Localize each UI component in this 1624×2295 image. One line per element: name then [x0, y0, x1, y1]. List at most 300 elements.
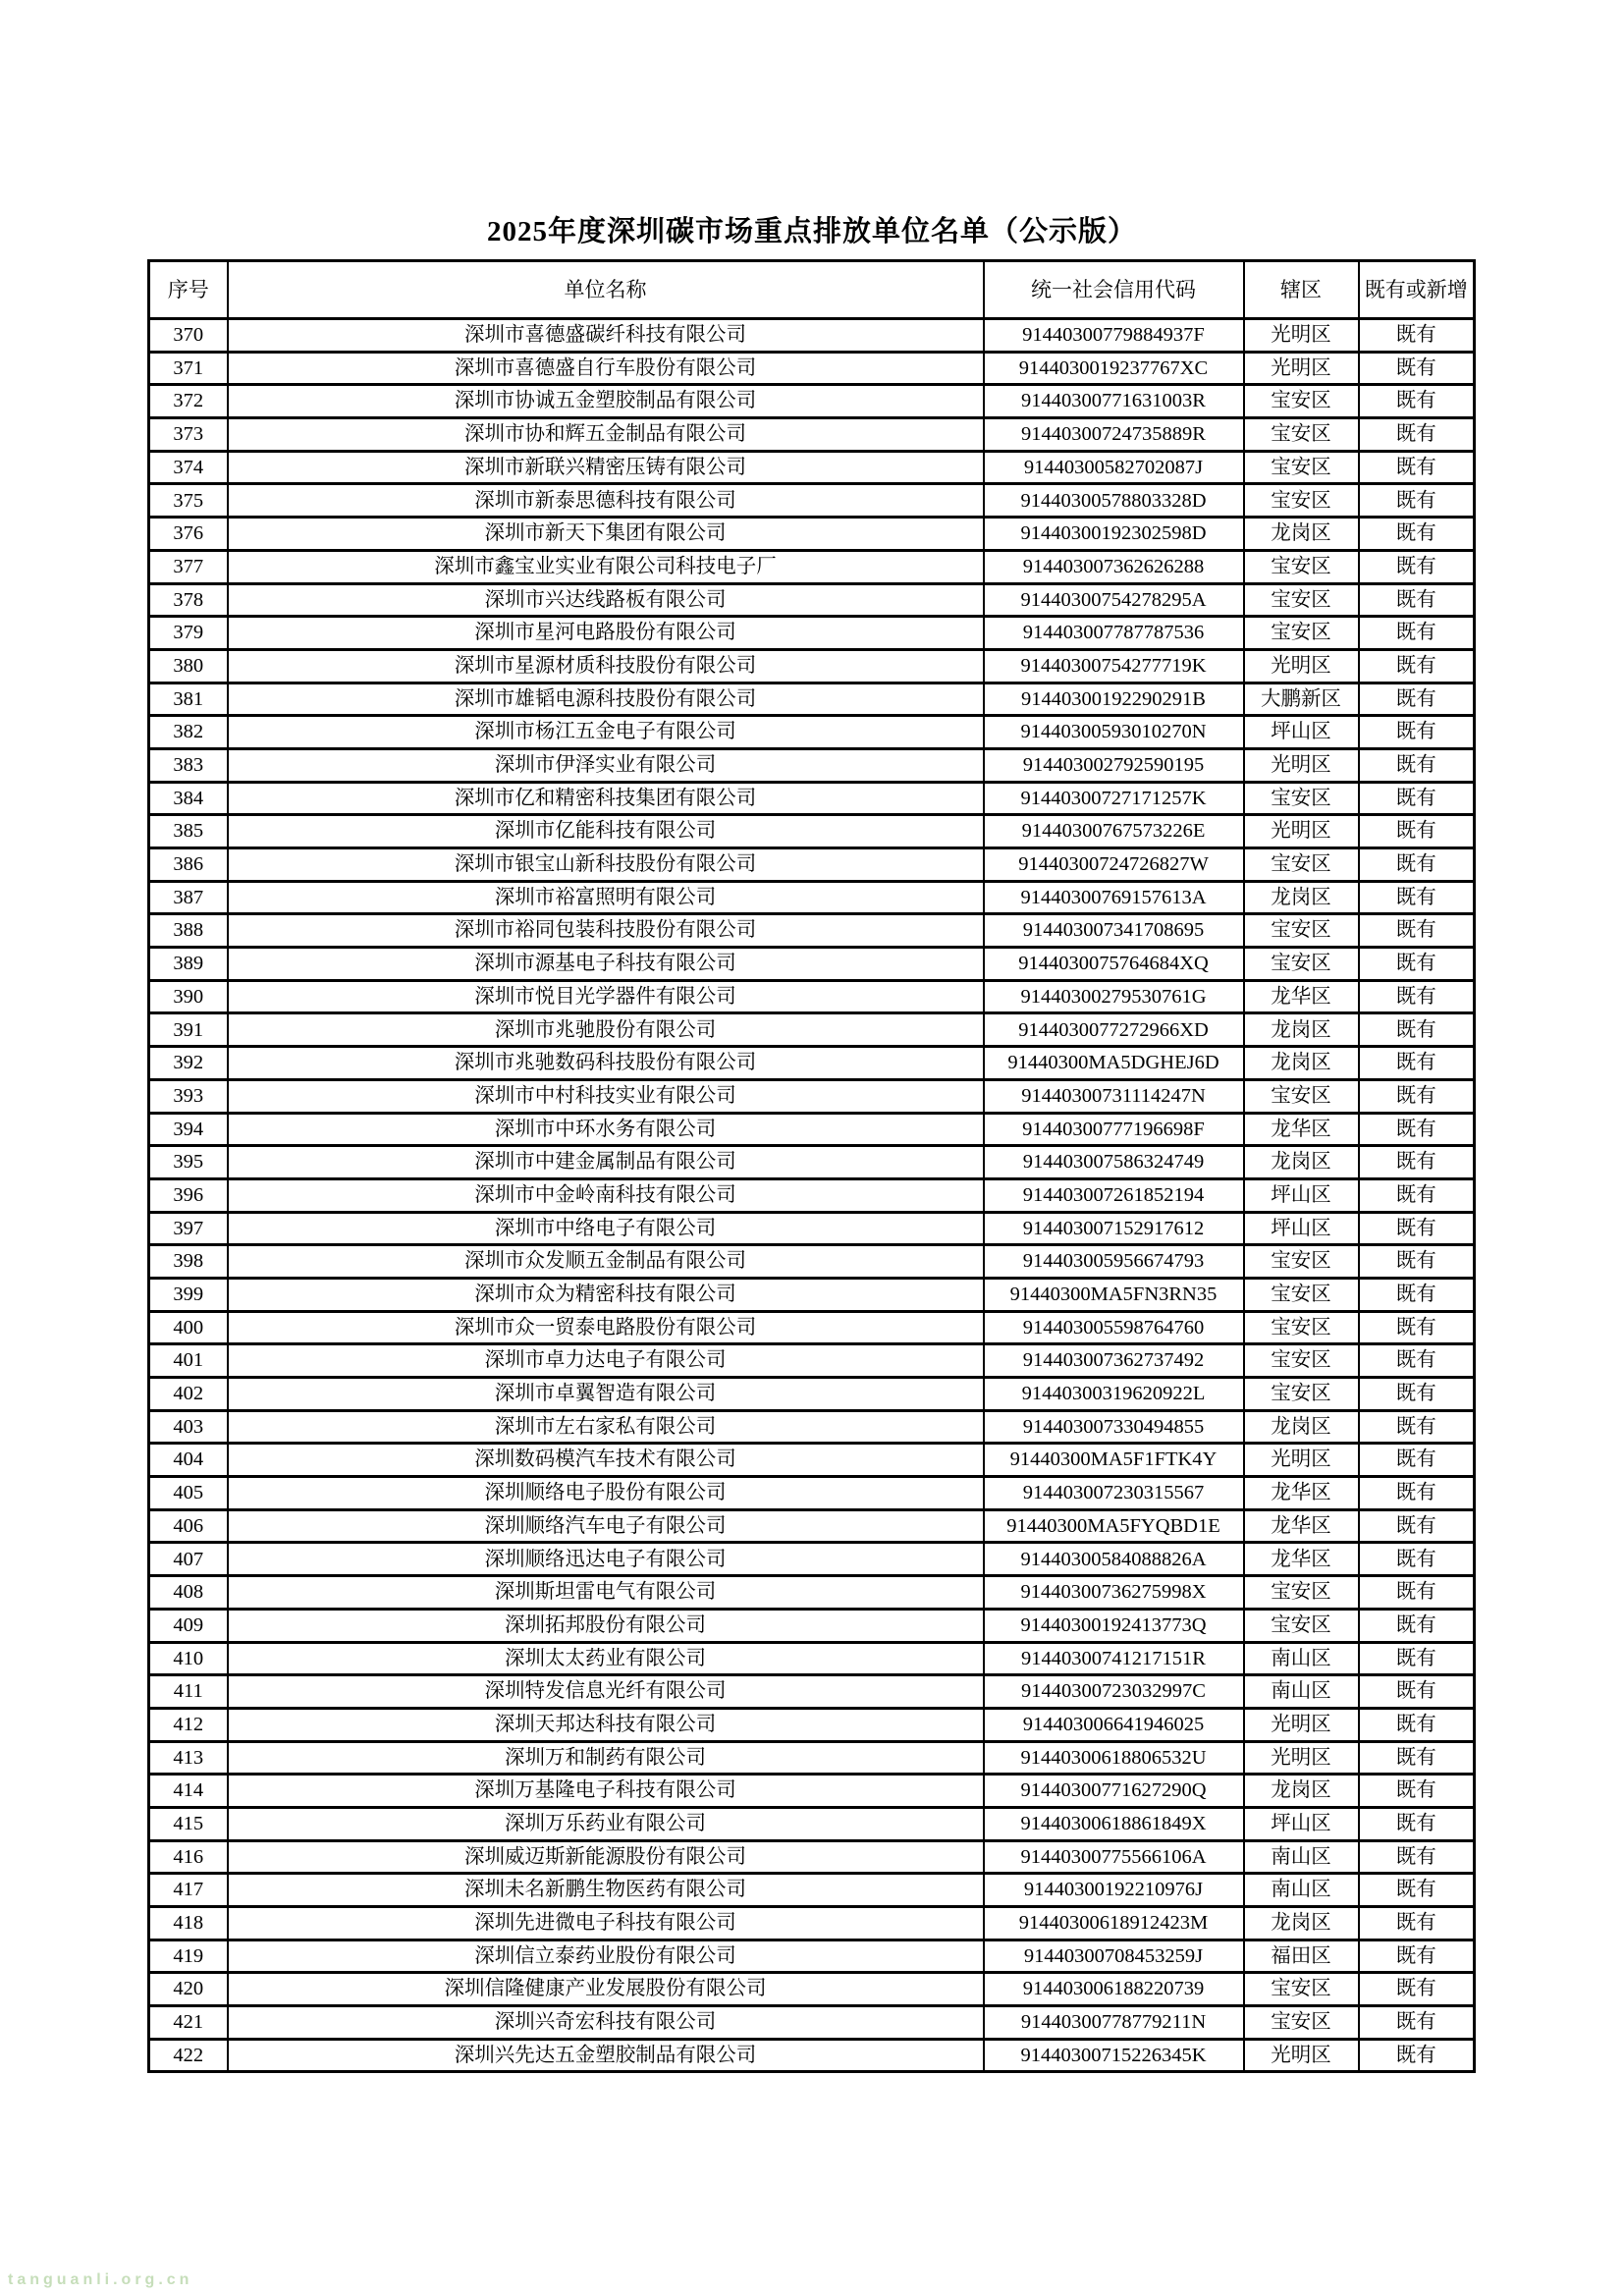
credit-code-cell: 914403007230315567 [984, 1477, 1244, 1510]
company-name-cell: 深圳兴先达五金塑胶制品有限公司 [228, 2039, 984, 2072]
company-name-cell: 深圳市新泰思德科技有限公司 [228, 484, 984, 518]
company-name-cell: 深圳市中建金属制品有限公司 [228, 1146, 984, 1179]
credit-code-cell: 91440300715226345K [984, 2039, 1244, 2072]
status-cell: 既有 [1359, 1543, 1475, 1576]
credit-code-cell: 91440300724735889R [984, 418, 1244, 452]
company-name-cell: 深圳顺络迅达电子有限公司 [228, 1543, 984, 1576]
district-cell: 光明区 [1244, 1708, 1359, 1741]
district-cell: 宝安区 [1244, 1079, 1359, 1113]
table-row [149, 352, 1475, 385]
district-cell: 宝安区 [1244, 550, 1359, 583]
company-name-cell: 深圳市左右家私有限公司 [228, 1410, 984, 1444]
table-row [149, 716, 1475, 749]
status-cell: 既有 [1359, 451, 1475, 484]
row-number-cell: 381 [149, 683, 228, 716]
status-cell: 既有 [1359, 1212, 1475, 1245]
company-name-cell: 深圳万和制药有限公司 [228, 1741, 984, 1775]
credit-code-cell: 91440300582702087J [984, 451, 1244, 484]
credit-code-cell: 91440300593010270N [984, 716, 1244, 749]
credit-code-cell: 914403007787787536 [984, 617, 1244, 650]
status-cell: 既有 [1359, 1973, 1475, 2006]
credit-code-cell: 91440300736275998X [984, 1576, 1244, 1610]
row-number-cell: 383 [149, 748, 228, 782]
company-name-cell: 深圳顺络汽车电子有限公司 [228, 1509, 984, 1543]
district-cell: 龙岗区 [1244, 1907, 1359, 1940]
status-cell: 既有 [1359, 1178, 1475, 1212]
table-row [149, 1543, 1475, 1576]
row-number-cell: 388 [149, 914, 228, 948]
table-row [149, 1113, 1475, 1146]
company-name-cell: 深圳市新天下集团有限公司 [228, 518, 984, 551]
company-name-cell: 深圳市协诚五金塑胶制品有限公司 [228, 385, 984, 418]
company-name-cell: 深圳市悦目光学器件有限公司 [228, 980, 984, 1013]
table-row [149, 1874, 1475, 1907]
row-number-cell: 398 [149, 1245, 228, 1279]
district-cell: 龙岗区 [1244, 1410, 1359, 1444]
company-name-cell: 深圳市喜德盛自行车股份有限公司 [228, 352, 984, 385]
table-row [149, 848, 1475, 882]
company-name-cell: 深圳信隆健康产业发展股份有限公司 [228, 1973, 984, 2006]
status-cell: 既有 [1359, 2006, 1475, 2040]
district-cell: 宝安区 [1244, 1576, 1359, 1610]
company-name-cell: 深圳顺络电子股份有限公司 [228, 1477, 984, 1510]
district-cell: 光明区 [1244, 1444, 1359, 1477]
row-number-cell: 410 [149, 1642, 228, 1675]
row-number-cell: 403 [149, 1410, 228, 1444]
table-row [149, 385, 1475, 418]
district-cell: 宝安区 [1244, 914, 1359, 948]
district-cell: 龙岗区 [1244, 518, 1359, 551]
row-number-cell: 393 [149, 1079, 228, 1113]
row-number-cell: 409 [149, 1609, 228, 1642]
table-row [149, 1344, 1475, 1378]
district-cell: 宝安区 [1244, 484, 1359, 518]
table-row [149, 683, 1475, 716]
credit-code-cell: 91440300779884937F [984, 319, 1244, 353]
credit-code-cell: 91440300192290291B [984, 683, 1244, 716]
district-cell: 坪山区 [1244, 1178, 1359, 1212]
row-number-cell: 379 [149, 617, 228, 650]
row-number-cell: 385 [149, 815, 228, 848]
district-cell: 宝安区 [1244, 385, 1359, 418]
table-row [149, 1775, 1475, 1808]
company-name-cell: 深圳市银宝山新科技股份有限公司 [228, 848, 984, 882]
district-cell: 宝安区 [1244, 1278, 1359, 1311]
company-name-cell: 深圳特发信息光纤有限公司 [228, 1675, 984, 1709]
status-cell: 既有 [1359, 980, 1475, 1013]
district-cell: 大鹏新区 [1244, 683, 1359, 716]
row-number-cell: 389 [149, 948, 228, 981]
status-cell: 既有 [1359, 1675, 1475, 1709]
table-row [149, 1807, 1475, 1840]
row-number-cell: 414 [149, 1775, 228, 1808]
row-number-cell: 380 [149, 649, 228, 683]
status-cell: 既有 [1359, 1378, 1475, 1411]
table-row [149, 1178, 1475, 1212]
company-name-cell: 深圳市中村科技实业有限公司 [228, 1079, 984, 1113]
table-header-row [149, 261, 1475, 319]
company-name-cell: 深圳市卓翼智造有限公司 [228, 1378, 984, 1411]
table-row [149, 881, 1475, 914]
credit-code-cell: 9144030075764684XQ [984, 948, 1244, 981]
row-number-cell: 416 [149, 1840, 228, 1874]
district-cell: 宝安区 [1244, 2006, 1359, 2040]
row-number-cell: 402 [149, 1378, 228, 1411]
company-name-cell: 深圳市亿能科技有限公司 [228, 815, 984, 848]
table-row [149, 1907, 1475, 1940]
credit-code-cell: 91440300MA5DGHEJ6D [984, 1047, 1244, 1080]
table-row [149, 1212, 1475, 1245]
row-number-cell: 407 [149, 1543, 228, 1576]
credit-code-cell: 914403007362737492 [984, 1344, 1244, 1378]
district-cell: 坪山区 [1244, 1212, 1359, 1245]
row-number-cell: 406 [149, 1509, 228, 1543]
table-row [149, 484, 1475, 518]
district-cell: 南山区 [1244, 1675, 1359, 1709]
row-number-cell: 390 [149, 980, 228, 1013]
company-name-cell: 深圳市兆驰数码科技股份有限公司 [228, 1047, 984, 1080]
row-number-cell: 418 [149, 1907, 228, 1940]
row-number-cell: 396 [149, 1178, 228, 1212]
row-number-cell: 386 [149, 848, 228, 882]
status-cell: 既有 [1359, 1940, 1475, 1973]
district-cell: 光明区 [1244, 352, 1359, 385]
row-number-cell: 373 [149, 418, 228, 452]
credit-code-cell: 91440300584088826A [984, 1543, 1244, 1576]
district-cell: 龙岗区 [1244, 1146, 1359, 1179]
status-cell: 既有 [1359, 815, 1475, 848]
company-name-cell: 深圳威迈斯新能源股份有限公司 [228, 1840, 984, 1874]
table-body [149, 319, 1475, 2072]
company-name-cell: 深圳市鑫宝业实业有限公司科技电子厂 [228, 550, 984, 583]
row-number-cell: 375 [149, 484, 228, 518]
company-name-cell: 深圳太太药业有限公司 [228, 1642, 984, 1675]
district-cell: 福田区 [1244, 1940, 1359, 1973]
table-row [149, 1642, 1475, 1675]
credit-code-cell: 91440300618912423M [984, 1907, 1244, 1940]
row-number-cell: 377 [149, 550, 228, 583]
credit-code-cell: 91440300723032997C [984, 1675, 1244, 1709]
status-cell: 既有 [1359, 1113, 1475, 1146]
table-row [149, 748, 1475, 782]
credit-code-cell: 914403006188220739 [984, 1973, 1244, 2006]
watermark: tanguanli.org.cn [8, 2271, 193, 2288]
status-cell: 既有 [1359, 518, 1475, 551]
credit-code-cell: 91440300731114247N [984, 1079, 1244, 1113]
status-cell: 既有 [1359, 948, 1475, 981]
status-cell: 既有 [1359, 617, 1475, 650]
status-cell: 既有 [1359, 1079, 1475, 1113]
district-cell: 宝安区 [1244, 948, 1359, 981]
company-name-cell: 深圳市兴达线路板有限公司 [228, 583, 984, 617]
district-cell: 光明区 [1244, 815, 1359, 848]
table-row [149, 1675, 1475, 1709]
credit-code-cell: 91440300775566106A [984, 1840, 1244, 1874]
status-cell: 既有 [1359, 914, 1475, 948]
company-name-cell: 深圳市伊泽实业有限公司 [228, 748, 984, 782]
credit-code-cell: 914403007362626288 [984, 550, 1244, 583]
credit-code-cell: 91440300192413773Q [984, 1609, 1244, 1642]
company-name-cell: 深圳市星河电路股份有限公司 [228, 617, 984, 650]
status-cell: 既有 [1359, 583, 1475, 617]
status-cell: 既有 [1359, 418, 1475, 452]
row-number-cell: 374 [149, 451, 228, 484]
district-cell: 光明区 [1244, 1741, 1359, 1775]
company-name-cell: 深圳市众一贸泰电路股份有限公司 [228, 1311, 984, 1344]
credit-code-cell: 91440300771627290Q [984, 1775, 1244, 1808]
units-table [147, 259, 1476, 2073]
credit-code-cell: 91440300778779211N [984, 2006, 1244, 2040]
row-number-cell: 384 [149, 782, 228, 815]
district-cell: 龙华区 [1244, 1509, 1359, 1543]
status-cell: 既有 [1359, 1278, 1475, 1311]
status-cell: 既有 [1359, 1344, 1475, 1378]
table-row [149, 914, 1475, 948]
table-row [149, 1013, 1475, 1047]
header-company-name: 单位名称 [228, 261, 984, 319]
company-name-cell: 深圳未名新鹏生物医药有限公司 [228, 1874, 984, 1907]
table-row [149, 1940, 1475, 1973]
credit-code-cell: 9144030077272966XD [984, 1013, 1244, 1047]
district-cell: 坪山区 [1244, 716, 1359, 749]
row-number-cell: 372 [149, 385, 228, 418]
header-status: 既有或新增 [1359, 261, 1475, 319]
page-title: 2025年度深圳碳市场重点排放单位名单（公示版） [486, 216, 1137, 247]
row-number-cell: 404 [149, 1444, 228, 1477]
district-cell: 宝安区 [1244, 1973, 1359, 2006]
table-row [149, 980, 1475, 1013]
credit-code-cell: 914403007152917612 [984, 1212, 1244, 1245]
table-row [149, 1378, 1475, 1411]
status-cell: 既有 [1359, 1444, 1475, 1477]
table-row [149, 1477, 1475, 1510]
status-cell: 既有 [1359, 1146, 1475, 1179]
row-number-cell: 415 [149, 1807, 228, 1840]
credit-code-cell: 91440300724726827W [984, 848, 1244, 882]
district-cell: 宝安区 [1244, 848, 1359, 882]
district-cell: 龙岗区 [1244, 1013, 1359, 1047]
status-cell: 既有 [1359, 550, 1475, 583]
table-row [149, 1410, 1475, 1444]
company-name-cell: 深圳市亿和精密科技集团有限公司 [228, 782, 984, 815]
table-row [149, 418, 1475, 452]
credit-code-cell: 91440300769157613A [984, 881, 1244, 914]
company-name-cell: 深圳兴奇宏科技有限公司 [228, 2006, 984, 2040]
status-cell: 既有 [1359, 484, 1475, 518]
district-cell: 龙岗区 [1244, 1047, 1359, 1080]
status-cell: 既有 [1359, 1311, 1475, 1344]
credit-code-cell: 914403005956674793 [984, 1245, 1244, 1279]
row-number-cell: 417 [149, 1874, 228, 1907]
status-cell: 既有 [1359, 782, 1475, 815]
row-number-cell: 399 [149, 1278, 228, 1311]
district-cell: 南山区 [1244, 1840, 1359, 1874]
status-cell: 既有 [1359, 1708, 1475, 1741]
table-row [149, 815, 1475, 848]
district-cell: 龙华区 [1244, 980, 1359, 1013]
district-cell: 宝安区 [1244, 583, 1359, 617]
credit-code-cell: 91440300279530761G [984, 980, 1244, 1013]
status-cell: 既有 [1359, 385, 1475, 418]
district-cell: 宝安区 [1244, 617, 1359, 650]
credit-code-cell: 91440300578803328D [984, 484, 1244, 518]
credit-code-cell: 914403007586324749 [984, 1146, 1244, 1179]
table-row [149, 1741, 1475, 1775]
table-row [149, 1278, 1475, 1311]
row-number-cell: 391 [149, 1013, 228, 1047]
company-name-cell: 深圳市裕富照明有限公司 [228, 881, 984, 914]
status-cell: 既有 [1359, 1775, 1475, 1808]
company-name-cell: 深圳市协和辉五金制品有限公司 [228, 418, 984, 452]
status-cell: 既有 [1359, 1609, 1475, 1642]
table-row [149, 617, 1475, 650]
row-number-cell: 421 [149, 2006, 228, 2040]
credit-code-cell: 914403006641946025 [984, 1708, 1244, 1741]
row-number-cell: 370 [149, 319, 228, 353]
district-cell: 南山区 [1244, 1874, 1359, 1907]
credit-code-cell: 91440300741217151R [984, 1642, 1244, 1675]
row-number-cell: 376 [149, 518, 228, 551]
table-row [149, 550, 1475, 583]
company-name-cell: 深圳市卓力达电子有限公司 [228, 1344, 984, 1378]
row-number-cell: 413 [149, 1741, 228, 1775]
credit-code-cell: 91440300777196698F [984, 1113, 1244, 1146]
company-name-cell: 深圳市中环水务有限公司 [228, 1113, 984, 1146]
credit-code-cell: 91440300754277719K [984, 649, 1244, 683]
company-name-cell: 深圳市雄韬电源科技股份有限公司 [228, 683, 984, 716]
status-cell: 既有 [1359, 683, 1475, 716]
status-cell: 既有 [1359, 352, 1475, 385]
table-row [149, 1047, 1475, 1080]
district-cell: 宝安区 [1244, 1344, 1359, 1378]
credit-code-cell: 91440300708453259J [984, 1940, 1244, 1973]
status-cell: 既有 [1359, 1840, 1475, 1874]
company-name-cell: 深圳信立泰药业股份有限公司 [228, 1940, 984, 1973]
credit-code-cell: 91440300618861849X [984, 1807, 1244, 1840]
district-cell: 宝安区 [1244, 782, 1359, 815]
row-number-cell: 411 [149, 1675, 228, 1709]
status-cell: 既有 [1359, 1509, 1475, 1543]
company-name-cell: 深圳市新联兴精密压铸有限公司 [228, 451, 984, 484]
district-cell: 光明区 [1244, 649, 1359, 683]
row-number-cell: 397 [149, 1212, 228, 1245]
company-name-cell: 深圳市喜德盛碳纤科技有限公司 [228, 319, 984, 353]
table-row [149, 319, 1475, 353]
district-cell: 龙岗区 [1244, 1775, 1359, 1808]
status-cell: 既有 [1359, 1576, 1475, 1610]
company-name-cell: 深圳市星源材质科技股份有限公司 [228, 649, 984, 683]
credit-code-cell: 914403007330494855 [984, 1410, 1244, 1444]
table-row [149, 451, 1475, 484]
credit-code-cell: 91440300618806532U [984, 1741, 1244, 1775]
credit-code-cell: 914403005598764760 [984, 1311, 1244, 1344]
district-cell: 坪山区 [1244, 1807, 1359, 1840]
credit-code-cell: 91440300192302598D [984, 518, 1244, 551]
credit-code-cell: 914403007261852194 [984, 1178, 1244, 1212]
status-cell: 既有 [1359, 1477, 1475, 1510]
status-cell: 既有 [1359, 1642, 1475, 1675]
row-number-cell: 394 [149, 1113, 228, 1146]
status-cell: 既有 [1359, 319, 1475, 353]
credit-code-cell: 91440300192210976J [984, 1874, 1244, 1907]
status-cell: 既有 [1359, 881, 1475, 914]
district-cell: 宝安区 [1244, 418, 1359, 452]
credit-code-cell: 91440300767573226E [984, 815, 1244, 848]
table-row [149, 518, 1475, 551]
company-name-cell: 深圳市裕同包装科技股份有限公司 [228, 914, 984, 948]
credit-code-cell: 91440300MA5F1FTK4Y [984, 1444, 1244, 1477]
district-cell: 南山区 [1244, 1642, 1359, 1675]
table-row [149, 1708, 1475, 1741]
district-cell: 宝安区 [1244, 451, 1359, 484]
company-name-cell: 深圳市兆驰股份有限公司 [228, 1013, 984, 1047]
district-cell: 宝安区 [1244, 1378, 1359, 1411]
status-cell: 既有 [1359, 748, 1475, 782]
status-cell: 既有 [1359, 1907, 1475, 1940]
company-name-cell: 深圳市中络电子有限公司 [228, 1212, 984, 1245]
district-cell: 龙华区 [1244, 1477, 1359, 1510]
table-row [149, 1840, 1475, 1874]
table-row [149, 1509, 1475, 1543]
row-number-cell: 419 [149, 1940, 228, 1973]
status-cell: 既有 [1359, 848, 1475, 882]
district-cell: 宝安区 [1244, 1311, 1359, 1344]
district-cell: 光明区 [1244, 748, 1359, 782]
status-cell: 既有 [1359, 2039, 1475, 2072]
row-number-cell: 382 [149, 716, 228, 749]
credit-code-cell: 914403007341708695 [984, 914, 1244, 948]
table-row [149, 1079, 1475, 1113]
table-row [149, 1973, 1475, 2006]
table-row [149, 782, 1475, 815]
company-name-cell: 深圳市众发顺五金制品有限公司 [228, 1245, 984, 1279]
status-cell: 既有 [1359, 1741, 1475, 1775]
row-number-cell: 392 [149, 1047, 228, 1080]
row-number-cell: 401 [149, 1344, 228, 1378]
table-row [149, 1609, 1475, 1642]
status-cell: 既有 [1359, 1410, 1475, 1444]
company-name-cell: 深圳市源基电子科技有限公司 [228, 948, 984, 981]
table-row [149, 1444, 1475, 1477]
company-name-cell: 深圳天邦达科技有限公司 [228, 1708, 984, 1741]
status-cell: 既有 [1359, 1013, 1475, 1047]
company-name-cell: 深圳万乐药业有限公司 [228, 1807, 984, 1840]
company-name-cell: 深圳万基隆电子科技有限公司 [228, 1775, 984, 1808]
district-cell: 光明区 [1244, 2039, 1359, 2072]
table-row [149, 1576, 1475, 1610]
district-cell: 龙华区 [1244, 1543, 1359, 1576]
credit-code-cell: 91440300727171257K [984, 782, 1244, 815]
row-number-cell: 395 [149, 1146, 228, 1179]
header-credit-code: 统一社会信用代码 [984, 261, 1244, 319]
table-row [149, 1245, 1475, 1279]
row-number-cell: 420 [149, 1973, 228, 2006]
row-number-cell: 412 [149, 1708, 228, 1741]
row-number-cell: 405 [149, 1477, 228, 1510]
district-cell: 龙华区 [1244, 1113, 1359, 1146]
credit-code-cell: 9144030019237767XC [984, 352, 1244, 385]
table-row [149, 649, 1475, 683]
company-name-cell: 深圳市中金岭南科技有限公司 [228, 1178, 984, 1212]
table-row [149, 948, 1475, 981]
company-name-cell: 深圳拓邦股份有限公司 [228, 1609, 984, 1642]
row-number-cell: 387 [149, 881, 228, 914]
row-number-cell: 378 [149, 583, 228, 617]
table-row [149, 1311, 1475, 1344]
table-row [149, 1146, 1475, 1179]
credit-code-cell: 91440300MA5FN3RN35 [984, 1278, 1244, 1311]
company-name-cell: 深圳市众为精密科技有限公司 [228, 1278, 984, 1311]
